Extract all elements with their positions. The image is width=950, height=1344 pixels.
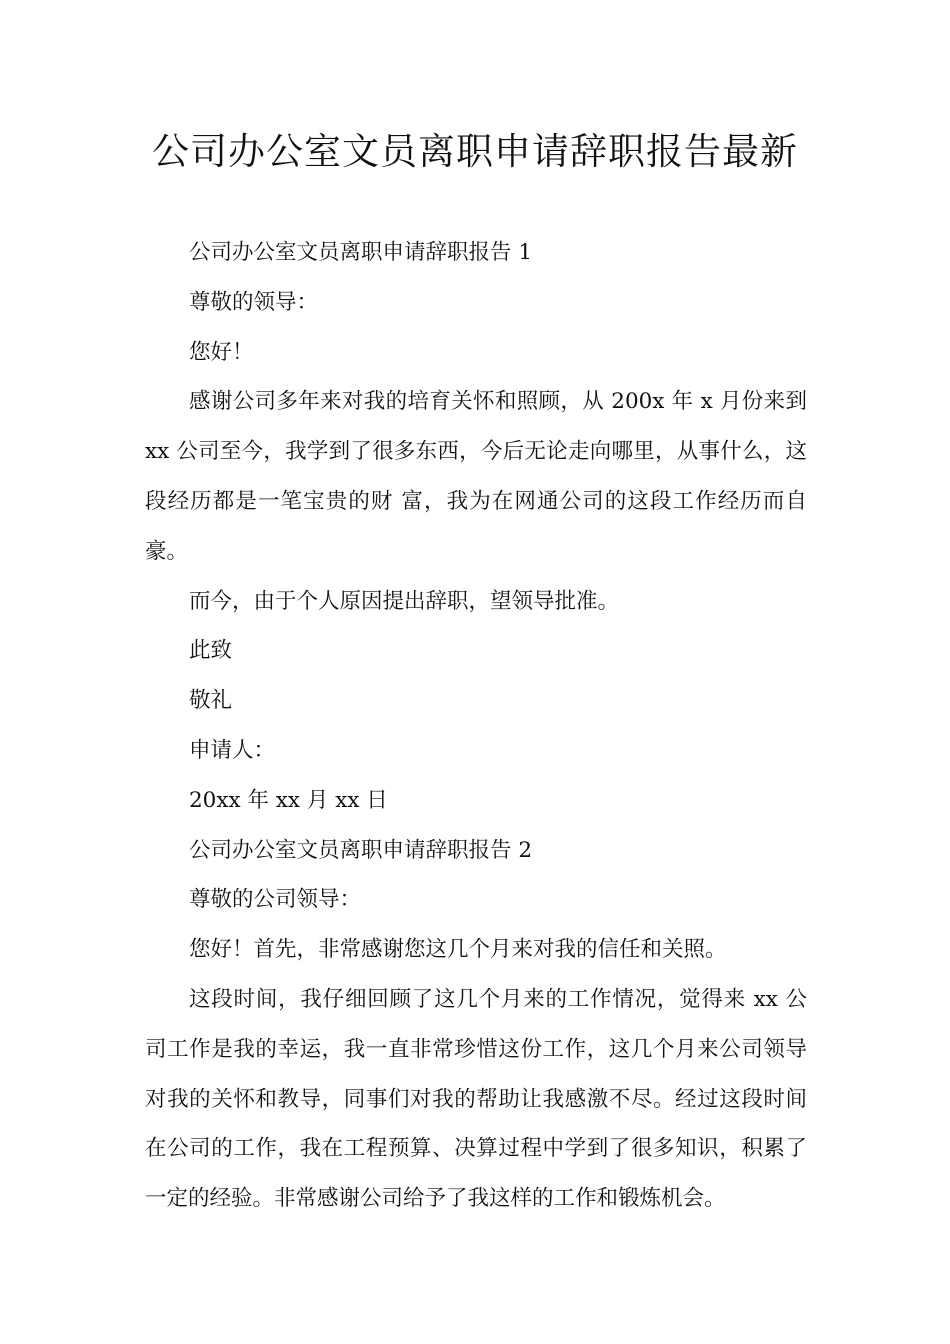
document-body <box>145 228 807 1224</box>
greeting: 您好！ <box>189 339 254 365</box>
body-paragraph: 这段时间，我仔细回顾了这几个月来的工作情况，觉得来 xx 公司工作是我的幸运，我一直非常珍惜这份工作，这几个月来公司领导对我的关怀和教导，同事们对我的帮助让我感激不尽。经过这段时间在公司的工作，我在工程预算、决算过程中学到了很多知识，积累了一定的经验。非常感谢公司给予了我这样的工作和锻炼机会。 <box>145 986 807 1212</box>
date-line: 20xx 年 xx 月 xx 日 <box>189 787 388 813</box>
salutation: 尊敬的领导： <box>189 289 319 315</box>
closing-line: 此致 <box>189 638 233 664</box>
body-paragraph: 而今，由于个人原因提出辞职，望领导批准。 <box>189 588 620 614</box>
document-title: 公司办公室文员离职申请辞职报告最新 <box>152 130 798 173</box>
section-heading-2: 公司办公室文员离职申请辞职报告 2 <box>189 837 533 863</box>
closing-line: 敬礼 <box>189 688 233 714</box>
applicant-label: 申请人： <box>189 737 276 763</box>
section-heading-1: 公司办公室文员离职申请辞职报告 1 <box>189 240 533 265</box>
salutation: 尊敬的公司领导： <box>189 887 362 913</box>
body-paragraph: 感谢公司多年来对我的培育关怀和照顾，从 200x 年 x 月份来到 xx 公司至今，我学到了很多东西，今后无论走向哪里，从事什么，这段经历都是一笔宝贵的财 富，我为在网通公司的这段工作经历而自豪。 <box>145 389 807 564</box>
greeting: 您好！首先，非常感谢您这几个月来对我的信任和关照。 <box>189 937 727 963</box>
